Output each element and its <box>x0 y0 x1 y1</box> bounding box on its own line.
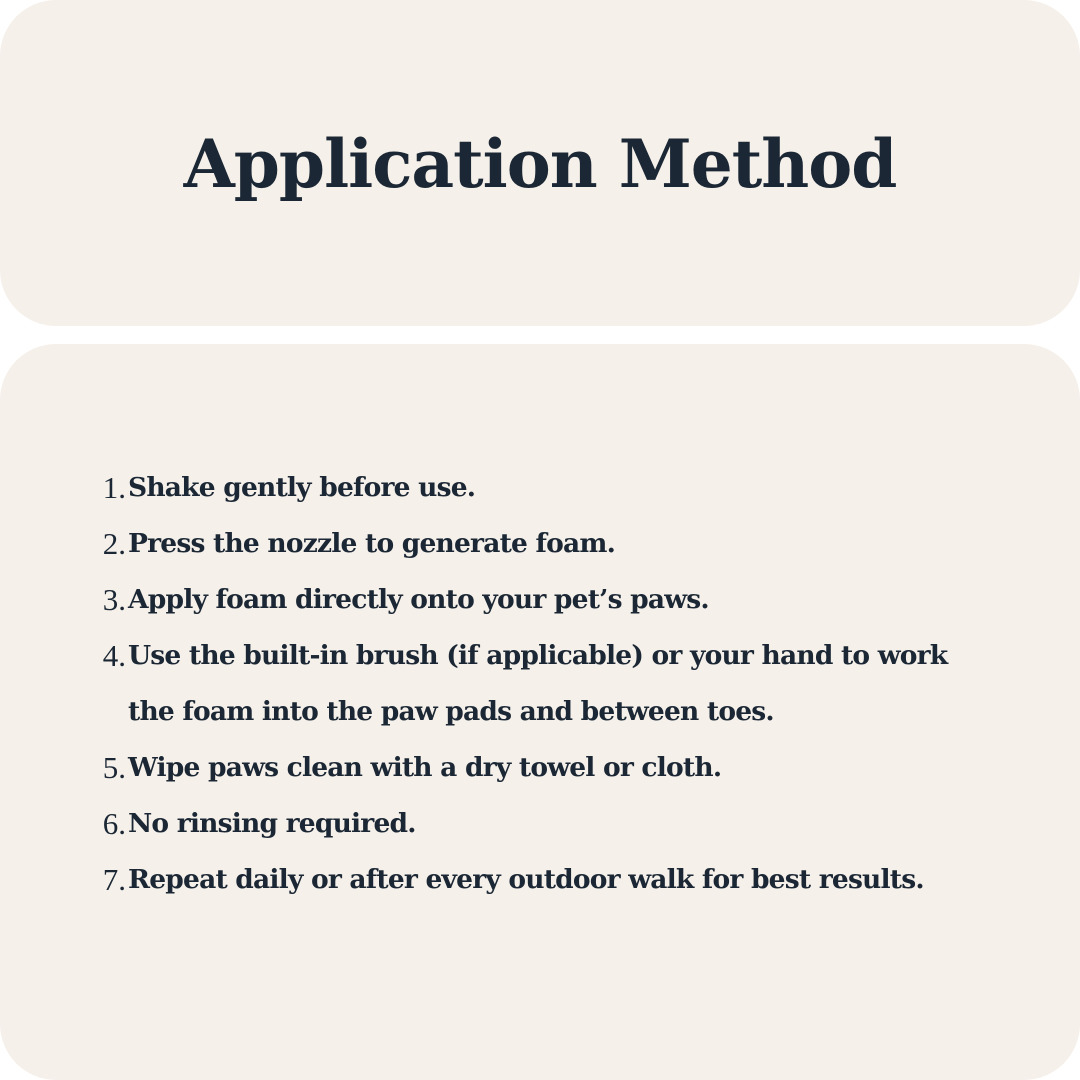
step-number: 2. <box>102 526 126 561</box>
steps-list <box>96 460 996 908</box>
step-text: Use the built-in brush (if applicable) or your hand to work the foam into the paw pads and between toes. <box>128 640 948 727</box>
step-text: No rinsing required. <box>128 808 416 839</box>
step-item <box>96 740 996 796</box>
step-number: 1. <box>102 470 126 505</box>
step-text: Repeat daily or after every outdoor walk for best results. <box>128 864 924 895</box>
step-number: 3. <box>102 582 126 617</box>
step-text: Press the nozzle to generate foam. <box>128 528 616 559</box>
step-item <box>96 628 996 740</box>
step-item <box>96 852 996 908</box>
steps-panel <box>0 344 1080 1080</box>
step-text: Wipe paws clean with a dry towel or cloth. <box>128 752 722 783</box>
step-number: 7. <box>102 862 126 897</box>
step-number: 5. <box>102 750 126 785</box>
step-item <box>96 516 996 572</box>
step-text: Apply foam directly onto your pet’s paws. <box>128 584 709 615</box>
step-number: 4. <box>102 638 126 673</box>
step-item <box>96 572 996 628</box>
title-panel <box>0 0 1080 326</box>
step-number: 6. <box>102 806 126 841</box>
step-text: Shake gently before use. <box>128 472 476 503</box>
step-item <box>96 460 996 516</box>
page-title: Application Method <box>183 125 897 203</box>
step-item <box>96 796 996 852</box>
